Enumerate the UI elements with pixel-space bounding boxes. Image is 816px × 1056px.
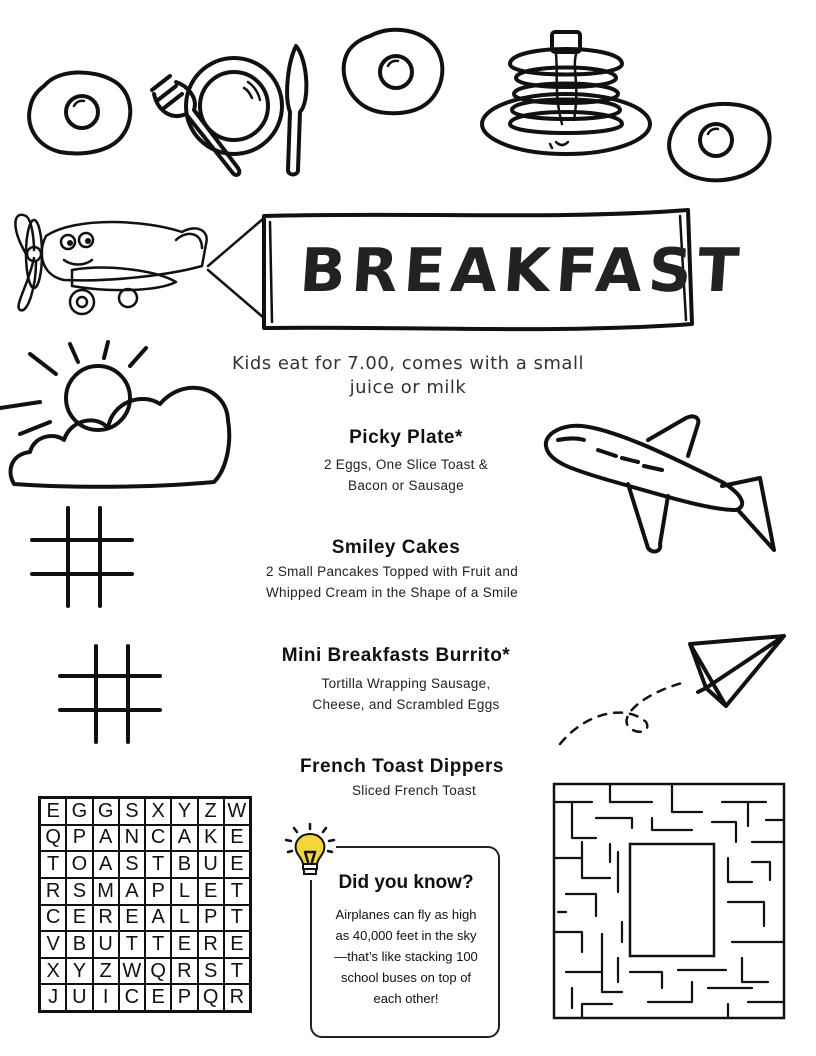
fun-fact-title: Did you know? [338,872,474,893]
description-line: Sliced French Toast [351,783,476,798]
fried-egg-icon [664,100,776,186]
word-search-cell: L [171,878,197,905]
word-search-cell: B [171,851,197,878]
word-search-cell: G [93,798,119,825]
word-search-cell: C [145,825,171,852]
word-search-cell: W [119,958,145,985]
menu-item-name: Picky Plate* [349,427,463,448]
word-search-cell: E [145,984,171,1011]
word-search-cell: R [40,878,66,905]
word-search-cell: M [93,878,119,905]
word-search-cell: U [93,931,119,958]
word-search-cell: S [66,878,92,905]
fun-fact-line: —that’s like stacking 100 [334,949,478,964]
word-search-cell: Q [198,984,224,1011]
word-search-cell: E [224,931,250,958]
word-search-cell: R [93,905,119,932]
word-search-cell: Y [66,958,92,985]
fun-fact-body [316,904,496,1009]
word-search-cell: N [119,825,145,852]
word-search-cell: E [171,931,197,958]
word-search-cell: Z [198,798,224,825]
word-search-cell: Q [145,958,171,985]
menu-item-name: Smiley Cakes [331,537,461,558]
word-search-cell: E [224,825,250,852]
word-search-cell: Z [93,958,119,985]
word-search-cell: S [198,958,224,985]
cartoon-plane-icon [6,206,216,324]
tic-tac-toe-grid-icon [30,504,136,610]
word-search-cell: V [40,931,66,958]
word-search-cell: L [171,905,197,932]
kids-price-note: Kids eat for 7.00, comes with a small juice or milk [232,353,584,398]
word-search-cell: E [40,798,66,825]
word-search-cell: E [198,878,224,905]
maze-icon [552,782,786,1020]
word-search-cell: K [198,825,224,852]
word-search-cell: Y [171,798,197,825]
menu-item-description [196,454,616,496]
word-search-cell: T [40,851,66,878]
word-search-cell: T [224,905,250,932]
word-search-cell: A [145,905,171,932]
fried-egg-icon [340,26,450,118]
word-search-cell: U [198,851,224,878]
word-search-cell: A [171,825,197,852]
fun-fact-line: school buses on top of [340,970,472,985]
word-search-cell: R [171,958,197,985]
word-search-cell: B [66,931,92,958]
word-search-cell: O [66,851,92,878]
menu-item-description [196,673,616,715]
pancake-stack-icon [480,24,652,158]
menu-item-name: French Toast Dippers [300,756,504,777]
word-search-cell: X [145,798,171,825]
word-search-cell: E [119,905,145,932]
word-search-cell: E [224,851,250,878]
word-search-cell: A [93,851,119,878]
word-search-cell: A [93,825,119,852]
word-search-cell: T [145,851,171,878]
description-line: 2 Eggs, One Slice Toast & [323,457,489,472]
word-search-cell: S [119,798,145,825]
description-line: Cheese, and Scrambled Eggs [312,697,500,712]
word-search-cell: C [40,905,66,932]
word-search-cell: P [66,825,92,852]
fun-fact-line: as 40,000 feet in the sky [335,928,477,943]
description-line: 2 Small Pancakes Topped with Fruit and [265,564,519,579]
word-search-cell: T [119,931,145,958]
word-search-cell: W [224,798,250,825]
fried-egg-icon [24,66,136,158]
word-search-cell: T [224,958,250,985]
page-title: BREAKFAST [297,236,747,306]
word-search-cell: C [119,984,145,1011]
word-search-cell: T [145,931,171,958]
tic-tac-toe-grid-icon [58,642,164,746]
word-search-cell: R [224,984,250,1011]
description-line: Whipped Cream in the Shape of a Smile [266,585,518,600]
word-search-cell: R [198,931,224,958]
description-line: Bacon or Sausage [348,478,464,493]
menu-item-description [182,561,602,603]
word-search-cell: P [171,984,197,1011]
word-search-cell: G [66,798,92,825]
word-search-cell: I [93,984,119,1011]
word-search-cell: T [224,878,250,905]
description-line: Tortilla Wrapping Sausage, [321,676,491,691]
word-search-grid [38,796,252,1013]
plate-fork-knife-icon [148,42,314,184]
word-search-cell: S [119,851,145,878]
word-search-cell: J [40,984,66,1011]
word-search-cell: U [66,984,92,1011]
word-search-cell: X [40,958,66,985]
menu-item-name: Mini Breakfasts Burrito* [281,645,511,666]
word-search-cell: P [198,905,224,932]
word-search-cell: E [66,905,92,932]
fun-fact-line: each other! [373,991,439,1006]
word-search-cell: Q [40,825,66,852]
word-search-cell: A [119,878,145,905]
fun-fact-line: Airplanes can fly as high [335,907,477,922]
word-search-cell: P [145,878,171,905]
